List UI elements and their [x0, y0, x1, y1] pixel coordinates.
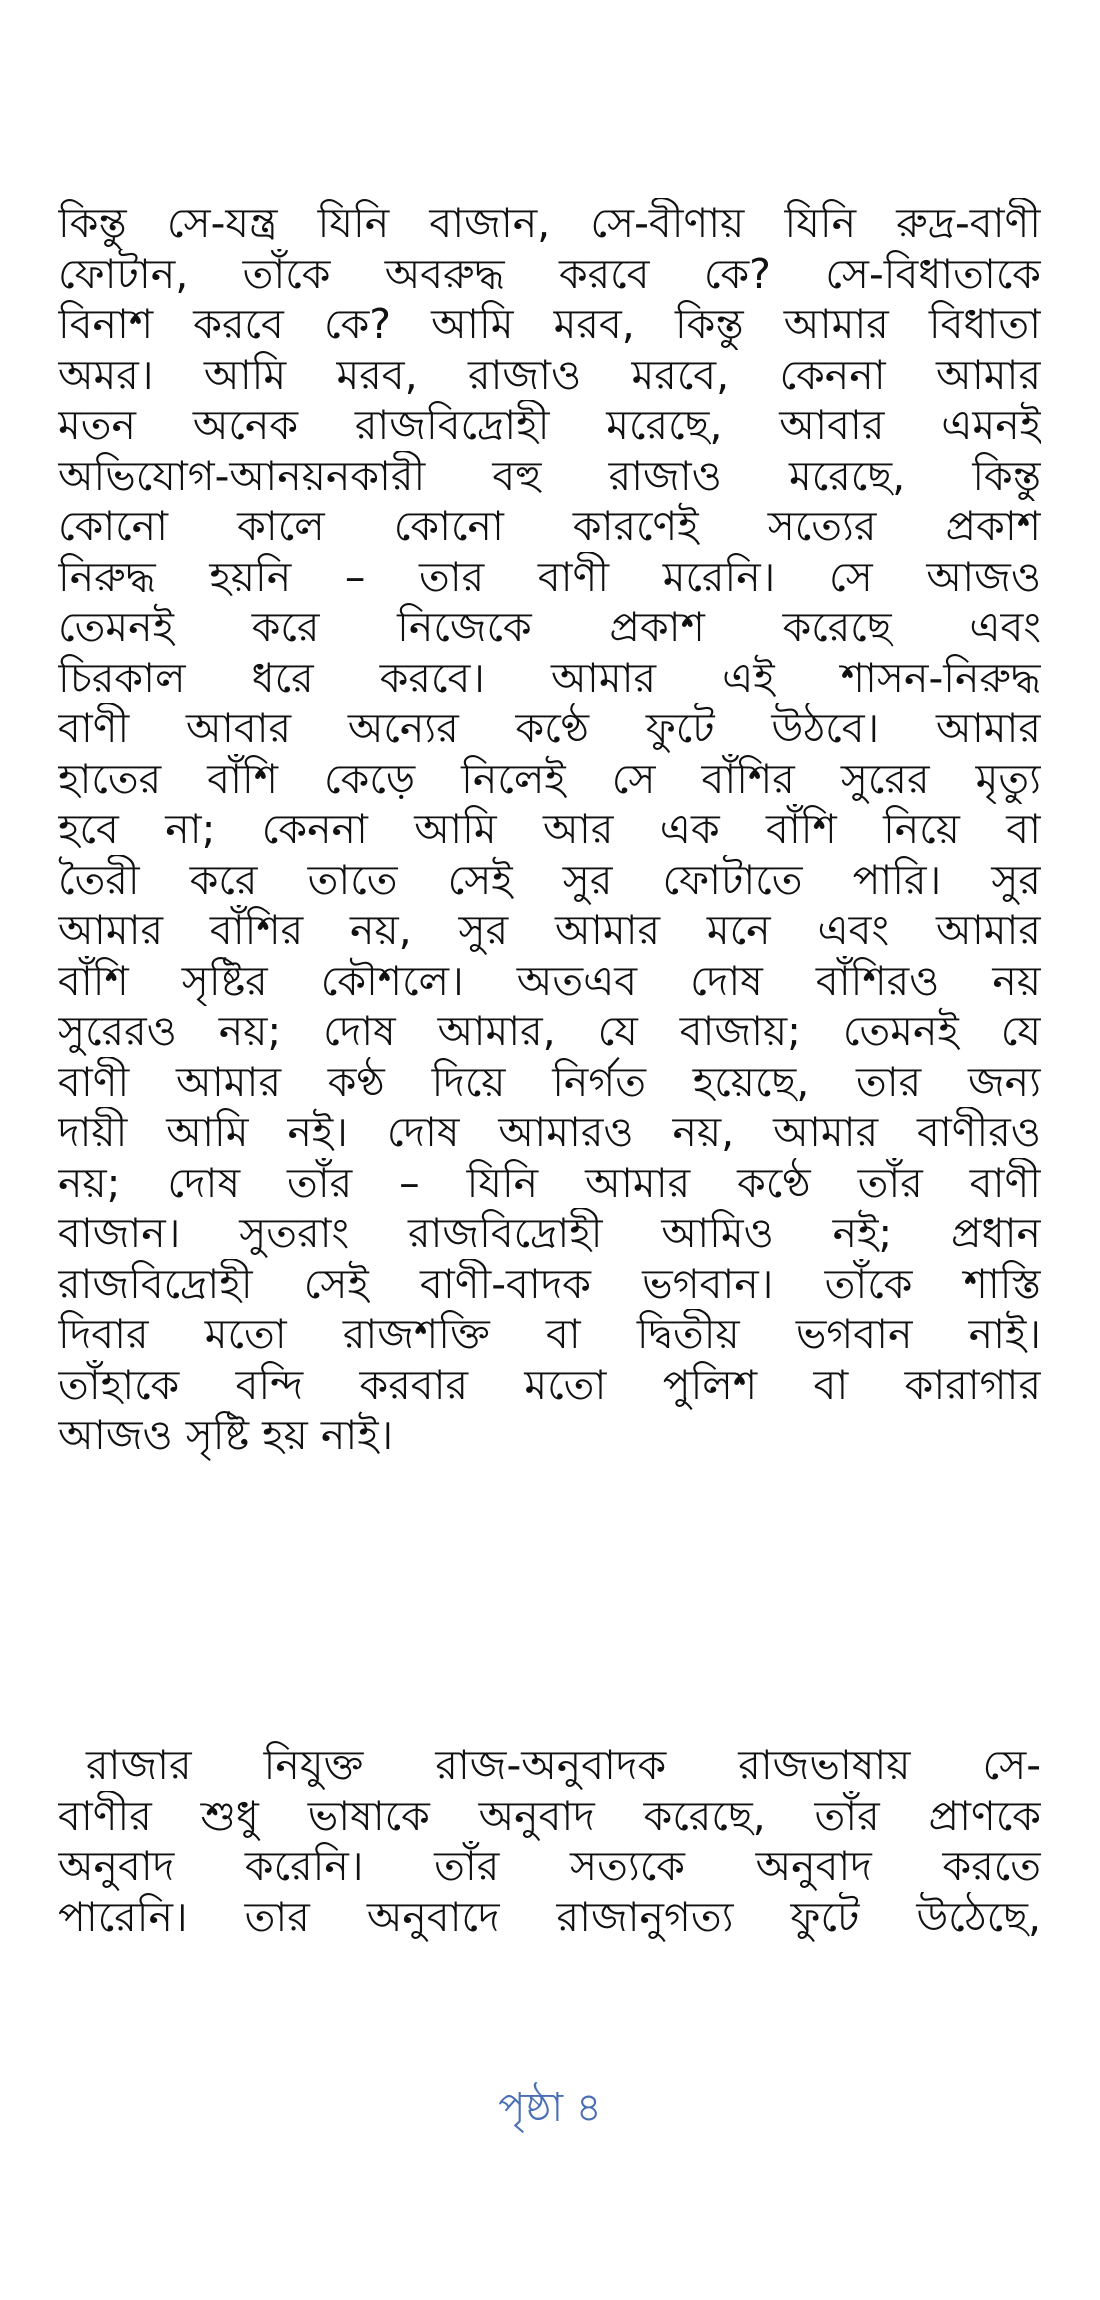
- text-line: বাঁশি সৃষ্টির কৌশলে। অতএব দোষ বাঁশিরও নয়: [58, 956, 1041, 1005]
- text-line: সুরেরও নয়; দোষ আমার, যে বাজায়; তেমনই যে: [58, 1007, 1041, 1055]
- text-line: দিবার মতো রাজশক্তি বা দ্বিতীয় ভগবান নাই।: [58, 1310, 1041, 1358]
- text-line: চিরকাল ধরে করবে। আমার এই শাসন-নিরুদ্ধ: [58, 653, 1041, 702]
- text-line: ফোটান, তাঁকে অবরুদ্ধ করবে কে? সে-বিধাতাকে: [58, 249, 1041, 298]
- text-line: দায়ী আমি নই। দোষ আমারও নয়, আমার বাণীরও: [58, 1108, 1041, 1156]
- paragraph-2: [58, 1740, 1041, 1942]
- text-line: নয়; দোষ তাঁর – যিনি আমার কণ্ঠে তাঁর বাণী: [58, 1158, 1041, 1207]
- text-line: কিন্তু সে-যন্ত্র যিনি বাজান, সে-বীণায় যিনি রুদ্র-বাণী: [58, 199, 1041, 247]
- text-line: রাজবিদ্রোহী সেই বাণী-বাদক ভগবান। তাঁকে শাস্তি: [58, 1259, 1041, 1308]
- text-line: বাণী আমার কণ্ঠ দিয়ে নির্গত হয়েছে, তার জন্য: [58, 1057, 1041, 1106]
- text-line: বাণীর শুধু ভাষাকে অনুবাদ করেছে, তাঁর প্রাণকে: [58, 1791, 1041, 1840]
- text-line: অভিযোগ-আনয়নকারী বহু রাজাও মরেছে, কিন্তু: [58, 451, 1041, 500]
- text-line: অনুবাদ করেনি। তাঁর সত্যকে অনুবাদ করতে: [58, 1842, 1041, 1890]
- text-line: পারেনি। তার অনুবাদে রাজানুগত্য ফুটে উঠেছে,: [58, 1892, 1041, 1941]
- paragraph-1: [58, 198, 1041, 1461]
- text-line: রাজার নিযুক্ত রাজ-অনুবাদক রাজভাষায় সে-: [86, 1741, 1041, 1789]
- page-number: পৃষ্ঠা ৪: [498, 2085, 602, 2131]
- text-line: আজও সৃষ্টি হয় নাই।: [58, 1411, 394, 1459]
- text-line: বাণী আবার অন্যের কণ্ঠে ফুটে উঠবে। আমার: [58, 704, 1041, 752]
- text-line: মতন অনেক রাজবিদ্রোহী মরেছে, আবার এমনই: [58, 401, 1041, 449]
- text-line: অমর। আমি মরব, রাজাও মরবে, কেননা আমার: [58, 350, 1041, 399]
- text-line: বাজান। সুতরাং রাজবিদ্রোহী আমিও নই; প্রধান: [58, 1209, 1041, 1257]
- text-line: তৈরী করে তাতে সেই সুর ফোটাতে পারি। সুর: [58, 855, 1041, 904]
- text-line: তেমনই করে নিজেকে প্রকাশ করেছে এবং: [58, 603, 1041, 651]
- text-line: তাঁহাকে বন্দি করবার মতো পুলিশ বা কারাগার: [58, 1360, 1041, 1409]
- text-line: নিরুদ্ধ হয়নি – তার বাণী মরেনি। সে আজও: [58, 552, 1041, 601]
- text-line: হবে না; কেননা আমি আর এক বাঁশি নিয়ে বা: [58, 805, 1041, 853]
- text-line: কোনো কালে কোনো কারণেই সত্যের প্রকাশ: [58, 502, 1041, 550]
- text-line: বিনাশ করবে কে? আমি মরব, কিন্তু আমার বিধাতা: [58, 300, 1041, 348]
- text-line: আমার বাঁশির নয়, সুর আমার মনে এবং আমার: [58, 906, 1041, 954]
- text-line: হাতের বাঁশি কেড়ে নিলেই সে বাঁশির সুরের মৃত্যু: [58, 754, 1041, 803]
